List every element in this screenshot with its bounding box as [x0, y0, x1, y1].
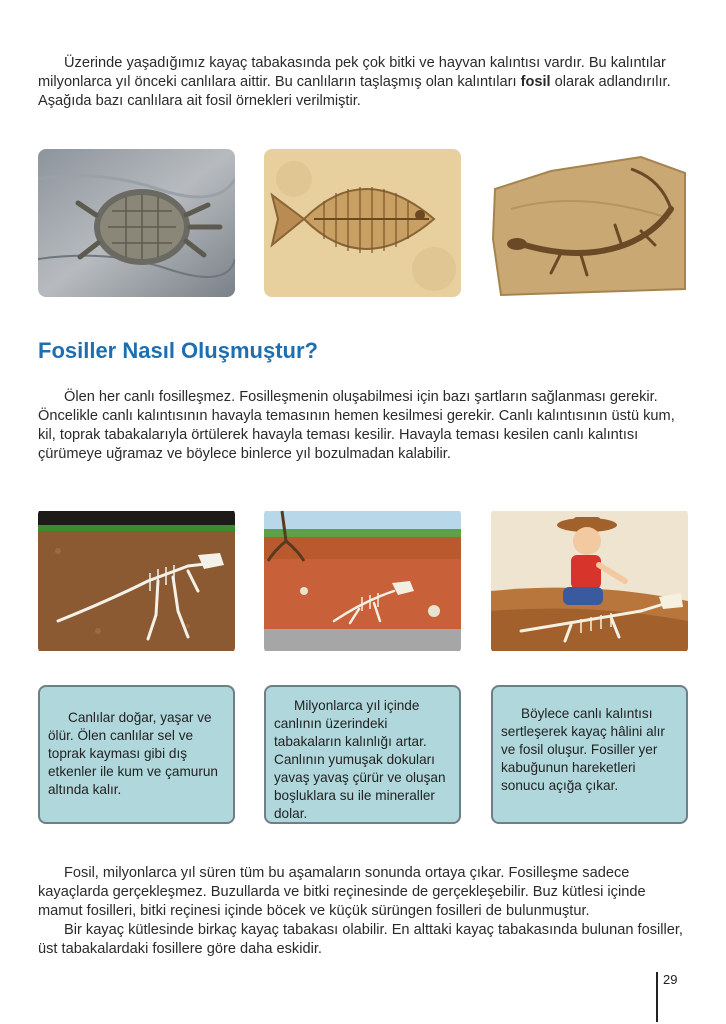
explanation-paragraph: Ölen her canlı fosilleşmez. Fosilleşmenin oluşabilmesi için bazı şartların sağlanması gerekir. Öncelikle canlı kalıntısının havayla temasının hemen kesilmesi gerekir. Canlı kalıntısının üstü kum, kil, toprak tabakalarıyla örtülerek havayla teması kesilir. Havayla teması kesilen canlı kalıntısı çürümeye uğramaz ve böylece binlerce yıl bozulmadan kalabilir. [38, 389, 675, 462]
paleontologist-dig-image [491, 507, 688, 655]
fossil-layers-illustration [264, 507, 461, 655]
step-card-2 [264, 685, 461, 824]
intro-bold-word: fosil [520, 74, 551, 90]
section-heading: Fosiller Nasıl Oluşmuştur? [38, 338, 318, 363]
fossil-layers-image [264, 507, 461, 655]
step-card-3 [491, 685, 688, 824]
step-card-3-text: Böylece canlı kalıntısı sertleşerek kayaç hâlini alır ve fosil oluşur. Fosiller yer kabuğunun hareketleri sonucu açığa çıkar. [501, 706, 665, 793]
step-card-1 [38, 685, 235, 824]
closing-paragraph-2: Bir kayaç kütlesinde birkaç kayaç tabakası olabilir. En alttaki kayaç tabakasında bulunan fosiller, üst tabakalardaki fosillere göre daha eskidir. [38, 922, 683, 957]
buried-dinosaur-illustration [38, 507, 235, 655]
intro-paragraph [38, 54, 690, 111]
step-card-1-text: Canlılar doğar, yaşar ve ölür. Ölen canlılar sel ve toprak kayması gibi dış etkenler ile kum ve çamurun altında kalır. [48, 710, 218, 797]
intro-text-after: olarak adlandırılır. Aşağıda bazı canlılara ait fosil örnekleri verilmiştir. [38, 74, 671, 109]
buried-dinosaur-image [38, 507, 235, 655]
reptile-fossil-image [491, 149, 688, 297]
paleontologist-dig-illustration [491, 507, 688, 655]
fish-fossil-illustration [264, 149, 461, 297]
step-card-2-text: Milyonlarca yıl içinde canlının üzerindeki tabakaların kalınlığı artar. Canlının yumuşak dokuları yavaş yavaş çürür ve oluşan boşluklara su ile mineraller dolar. [274, 698, 446, 821]
page-number-divider [656, 972, 658, 1022]
reptile-fossil-illustration [491, 149, 688, 297]
closing-paragraph-1: Fosil, milyonlarca yıl süren tüm bu aşamaların sonunda ortaya çıkar. Fosilleşme sadece kayaçlarda gerçekleşmez. Buzullarda ve bitki reçinesinde de gerçekleşebilir. Buz kütlesi içinde mamut fosilleri, bitki reçinesi içinde böcek ve küçük sürüngen fosilleri de bulunmuştur. [38, 865, 646, 919]
page-number: 29 [663, 972, 678, 987]
intro-text-before: Üzerinde yaşadığımız kayaç tabakasında pek çok bitki ve hayvan kalıntısı vardır. Bu kalıntılar milyonlarca yıl önceki canlılara aittir. Bu canlıların taşlaşmış olan kalıntıları [38, 55, 666, 90]
turtle-fossil-illustration [38, 149, 235, 297]
turtle-fossil-image [38, 149, 235, 297]
fish-fossil-image [264, 149, 461, 297]
